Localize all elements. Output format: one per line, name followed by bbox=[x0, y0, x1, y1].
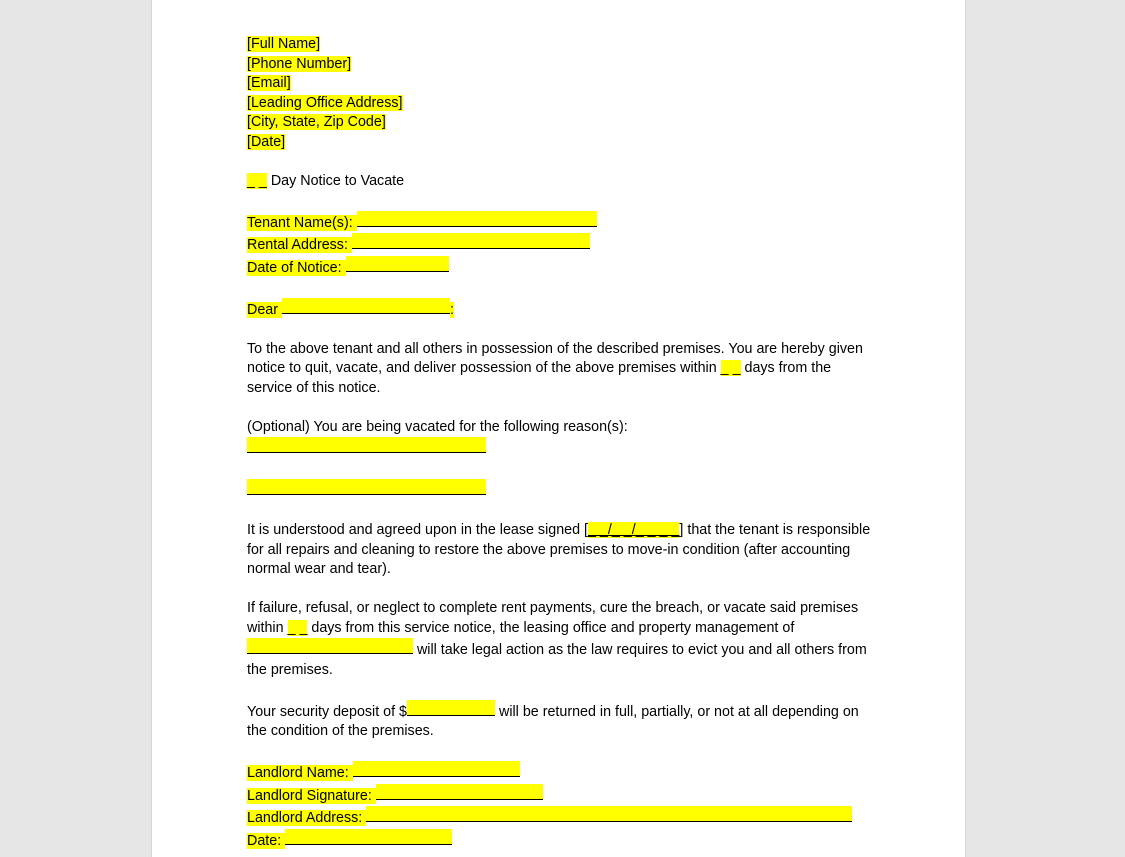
failure-paragraph bbox=[247, 599, 877, 680]
landlord-date-label: Date: bbox=[247, 832, 286, 849]
para2-part1: It is understood and agreed upon in the lease signed [ bbox=[247, 522, 588, 538]
management-blank[interactable] bbox=[247, 638, 413, 654]
rental-address-label: Rental Address: bbox=[247, 237, 352, 253]
para1-part1: To the above tenant and all others in possession of the described premises. You are hereby given notice to quit, vacate, and deliver possession of the above premises within bbox=[247, 340, 863, 376]
landlord-date-blank[interactable] bbox=[285, 829, 452, 845]
landlord-name-blank[interactable] bbox=[353, 761, 520, 777]
lease-paragraph bbox=[247, 521, 877, 580]
landlord-name-label: Landlord Name: bbox=[247, 765, 353, 781]
date-of-notice-label: Date of Notice: bbox=[247, 259, 346, 276]
tenant-names-blank[interactable] bbox=[357, 211, 597, 227]
city-state-zip-field[interactable]: [City, State, Zip Code] bbox=[247, 114, 386, 130]
dear-label: Dear bbox=[247, 301, 282, 318]
reason-blank-2[interactable] bbox=[247, 479, 486, 495]
deposit-paragraph bbox=[247, 700, 877, 742]
landlord-address-label: Landlord Address: bbox=[247, 810, 367, 826]
office-address-field[interactable]: [Leading Office Address] bbox=[247, 94, 403, 111]
para4-part1: Your security deposit of $ bbox=[247, 703, 408, 720]
para1-part2: days from the service of this notice. bbox=[247, 360, 832, 396]
para1-days-blank[interactable]: _ _ bbox=[720, 360, 741, 376]
dear-blank[interactable] bbox=[282, 298, 450, 314]
date-of-notice-blank[interactable] bbox=[346, 256, 449, 272]
dear-colon: : bbox=[449, 301, 454, 318]
deposit-blank[interactable] bbox=[407, 700, 495, 716]
para4-part2: will be returned in full, partially, or not at all depending on the condition of the premises. bbox=[247, 703, 859, 739]
notice-title bbox=[247, 172, 877, 192]
optional-reason-label: (Optional) You are being vacated for the following reason(s): bbox=[247, 418, 628, 435]
rental-address-blank[interactable] bbox=[352, 233, 590, 249]
title-days-blank[interactable]: _ _ bbox=[247, 172, 267, 189]
lease-date-blank[interactable]: _ _/_ _/_ _ _ _ bbox=[588, 522, 680, 538]
tenant-names-label: Tenant Name(s): bbox=[247, 214, 357, 231]
para3-part1: If failure, refusal, or neglect to complete rent payments, cure the breach, or vacate said premises within bbox=[247, 600, 859, 636]
para2-part2: ] that the tenant is responsible for all repairs and cleaning to restore the above premises to move-in condition (after accounting normal wear and tear). bbox=[247, 522, 871, 577]
para3-days-blank[interactable]: _ _ bbox=[287, 619, 308, 636]
para3-part2: days from this service notice, the leasing office and property management of bbox=[307, 619, 795, 636]
document-page bbox=[151, 0, 966, 857]
full-name-field[interactable]: [Full Name] bbox=[247, 36, 321, 52]
landlord-address-blank[interactable] bbox=[366, 806, 852, 822]
landlord-signature-blank[interactable] bbox=[376, 784, 543, 800]
document-body bbox=[247, 35, 877, 851]
notice-paragraph bbox=[247, 340, 877, 399]
landlord-signature-label: Landlord Signature: bbox=[247, 787, 376, 804]
phone-field[interactable]: [Phone Number] bbox=[247, 55, 352, 72]
header-date-field[interactable]: [Date] bbox=[247, 133, 286, 150]
email-field[interactable]: [Email] bbox=[247, 75, 291, 91]
reason-blank-1[interactable] bbox=[247, 437, 486, 453]
para3-part3: will take legal action as the law requires to evict you and all others from the premises. bbox=[247, 642, 867, 678]
title-text: Day Notice to Vacate bbox=[266, 172, 405, 189]
salutation bbox=[247, 298, 877, 321]
